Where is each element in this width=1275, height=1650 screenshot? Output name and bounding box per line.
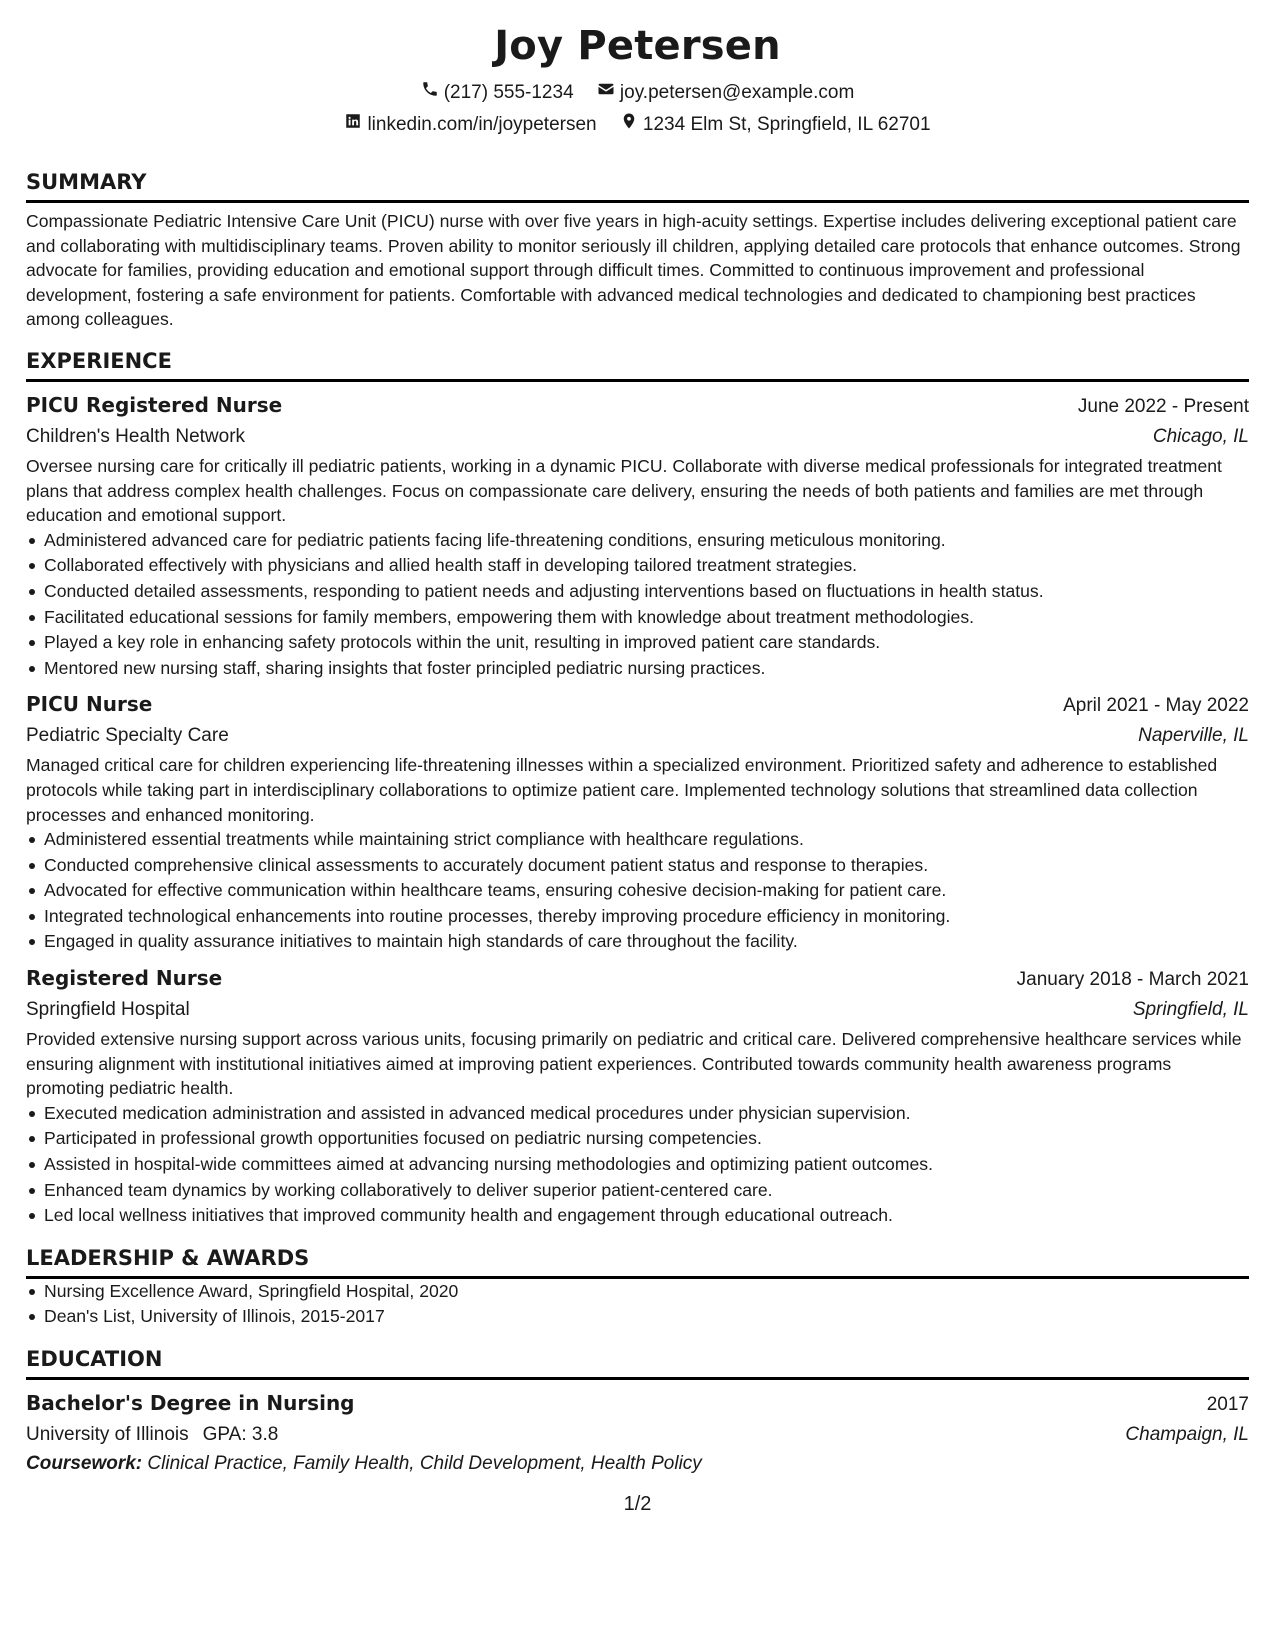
job-title: PICU Nurse [26, 692, 153, 717]
list-item: Collaborated effectively with physicians and allied health staff in developing tailored treatment strategies. [44, 553, 1249, 579]
list-item: Nursing Excellence Award, Springfield Hospital, 2020 [44, 1279, 1249, 1305]
map-marker-icon [620, 112, 643, 137]
phone-icon [421, 80, 444, 105]
resume-page [26, 20, 1249, 1478]
degree-title: Bachelor's Degree in Nursing [26, 1391, 355, 1415]
street-address: 1234 Elm St, Springfield, IL 62701 [642, 113, 931, 135]
job-location: Chicago, IL [1152, 425, 1249, 447]
email-contact[interactable] [597, 80, 854, 105]
list-item: Administered essential treatments while maintaining strict compliance with healthcare regulations. [44, 827, 1249, 853]
job-description: Managed critical care for children experiencing life-threatening illnesses within a specialized environment. Prioritized safety and adherence to established protocols while taking part in interdisciplinary collaborations to optimize patient care. Implemented technology solutions that streamlined data collection processes and enhanced monitoring. [26, 755, 1218, 825]
list-item: Led local wellness initiatives that improved community health and engagement through educational outreach. [44, 1203, 1249, 1229]
list-item: Advocated for effective communication within healthcare teams, ensuring cohesive decision-making for patient care. [44, 878, 1249, 904]
coursework-line [26, 1450, 1249, 1478]
phone-contact[interactable] [421, 80, 574, 105]
school-location: Champaign, IL [1125, 1424, 1249, 1445]
job-dates: January 2018 - March 2021 [1016, 969, 1249, 991]
phone-number: (217) 555-1234 [443, 81, 574, 103]
job-bullets [26, 827, 1249, 955]
address-contact [620, 112, 931, 137]
summary-section [26, 169, 1249, 332]
job-description: Oversee nursing care for critically ill pediatric patients, working in a dynamic PICU. Collaborate with diverse medical professionals for integrated treatment plans that address complex health challenges. Focus on compassionate care delivery, ensuring the needs of both patients and families are met through education and emotional support. [26, 455, 1222, 526]
school-line [26, 1420, 278, 1450]
linkedin-url: linkedin.com/in/joypetersen [367, 113, 597, 135]
list-item: Facilitated educational sessions for family members, empowering them with knowledge about treatment methodologies. [44, 605, 1249, 631]
list-item: Dean's List, University of Illinois, 2015-2017 [44, 1304, 1249, 1330]
coursework-list: Clinical Practice, Family Health, Child Development, Health Policy [147, 1453, 702, 1474]
job-entry [26, 689, 1249, 955]
list-item: Executed medication administration and assisted in advanced medical procedures under physician supervision. [44, 1101, 1249, 1127]
job-title: Registered Nurse [26, 966, 223, 991]
list-item: Integrated technological enhancements into routine processes, thereby improving procedure efficiency in monitoring. [44, 904, 1249, 930]
job-company: Springfield Hospital [26, 999, 190, 1021]
email-address: joy.petersen@example.com [619, 81, 855, 103]
job-location: Springfield, IL [1132, 999, 1249, 1021]
school-name: University of Illinois [26, 1424, 189, 1445]
job-company: Pediatric Specialty Care [26, 725, 229, 747]
list-item: Participated in professional growth opportunities focused on pediatric nursing competencies. [44, 1126, 1249, 1152]
experience-section [26, 348, 1249, 1229]
coursework-label: Coursework: [26, 1453, 143, 1474]
list-item: Assisted in hospital-wide committees aimed at advancing nursing methodologies and optimizing patient outcomes. [44, 1152, 1249, 1178]
contact-row-1 [26, 80, 1249, 105]
awards-section [26, 1245, 1249, 1330]
education-section [26, 1346, 1249, 1478]
awards-heading: LEADERSHIP & AWARDS [26, 1245, 1249, 1279]
job-entry [26, 390, 1249, 681]
list-item: Enhanced team dynamics by working collaboratively to deliver superior patient-centered care. [44, 1178, 1249, 1204]
job-entry [26, 963, 1249, 1229]
awards-list [26, 1279, 1249, 1330]
job-bullets [26, 528, 1249, 682]
list-item: Conducted comprehensive clinical assessments to accurately document patient status and response to therapies. [44, 853, 1249, 879]
envelope-icon [597, 80, 620, 105]
job-bullets [26, 1101, 1249, 1229]
list-item: Administered advanced care for pediatric patients facing life-threatening conditions, ensuring meticulous monitoring. [44, 528, 1249, 554]
list-item: Mentored new nursing staff, sharing insights that foster principled pediatric nursing practices. [44, 656, 1249, 682]
graduation-year: 2017 [1206, 1394, 1249, 1415]
list-item: Played a key role in enhancing safety protocols within the unit, resulting in improved patient care standards. [44, 630, 1249, 656]
job-title: PICU Registered Nurse [26, 392, 283, 417]
list-item: Conducted detailed assessments, responding to patient needs and adjusting interventions based on fluctuations in health status. [44, 579, 1249, 605]
candidate-name: Joy Petersen [494, 23, 781, 69]
linkedin-contact[interactable] [344, 112, 596, 137]
education-entry [26, 1388, 1249, 1478]
page-number: 1/2 [623, 1493, 652, 1515]
job-dates: June 2022 - Present [1077, 395, 1249, 417]
linkedin-icon [344, 112, 367, 137]
gpa: GPA: 3.8 [202, 1424, 279, 1445]
job-company: Children's Health Network [26, 425, 246, 447]
summary-text: Compassionate Pediatric Intensive Care Unit (PICU) nurse with over five years in high-acuity settings. Expertise includes delivering exceptional patient care and collaborating with multidisciplinary teams. Proven ability to monitor seriously ill children, applying detailed care protocols that enhance outcomes. Strong advocate for families, providing education and emotional support through difficult times. Committed to continuous improvement and professional development, fostering a safe environment for patients. Comfortable with advanced medical technologies and dedicated to championing best practices among colleagues. [26, 211, 1241, 330]
summary-heading: SUMMARY [26, 169, 1249, 203]
contact-row-2 [26, 112, 1249, 137]
job-dates: April 2021 - May 2022 [1063, 695, 1249, 717]
education-heading: EDUCATION [26, 1346, 1249, 1380]
job-description: Provided extensive nursing support across various units, focusing primarily on pediatric and critical care. Delivered comprehensive healthcare services while ensuring alignment with institutional initiatives aimed at improving patient experiences. Contributed towards community health awareness programs promoting pediatric health. [26, 1029, 1242, 1099]
experience-heading: EXPERIENCE [26, 348, 1249, 382]
job-location: Naperville, IL [1138, 725, 1249, 747]
list-item: Engaged in quality assurance initiatives to maintain high standards of care throughout the facility. [44, 929, 1249, 955]
